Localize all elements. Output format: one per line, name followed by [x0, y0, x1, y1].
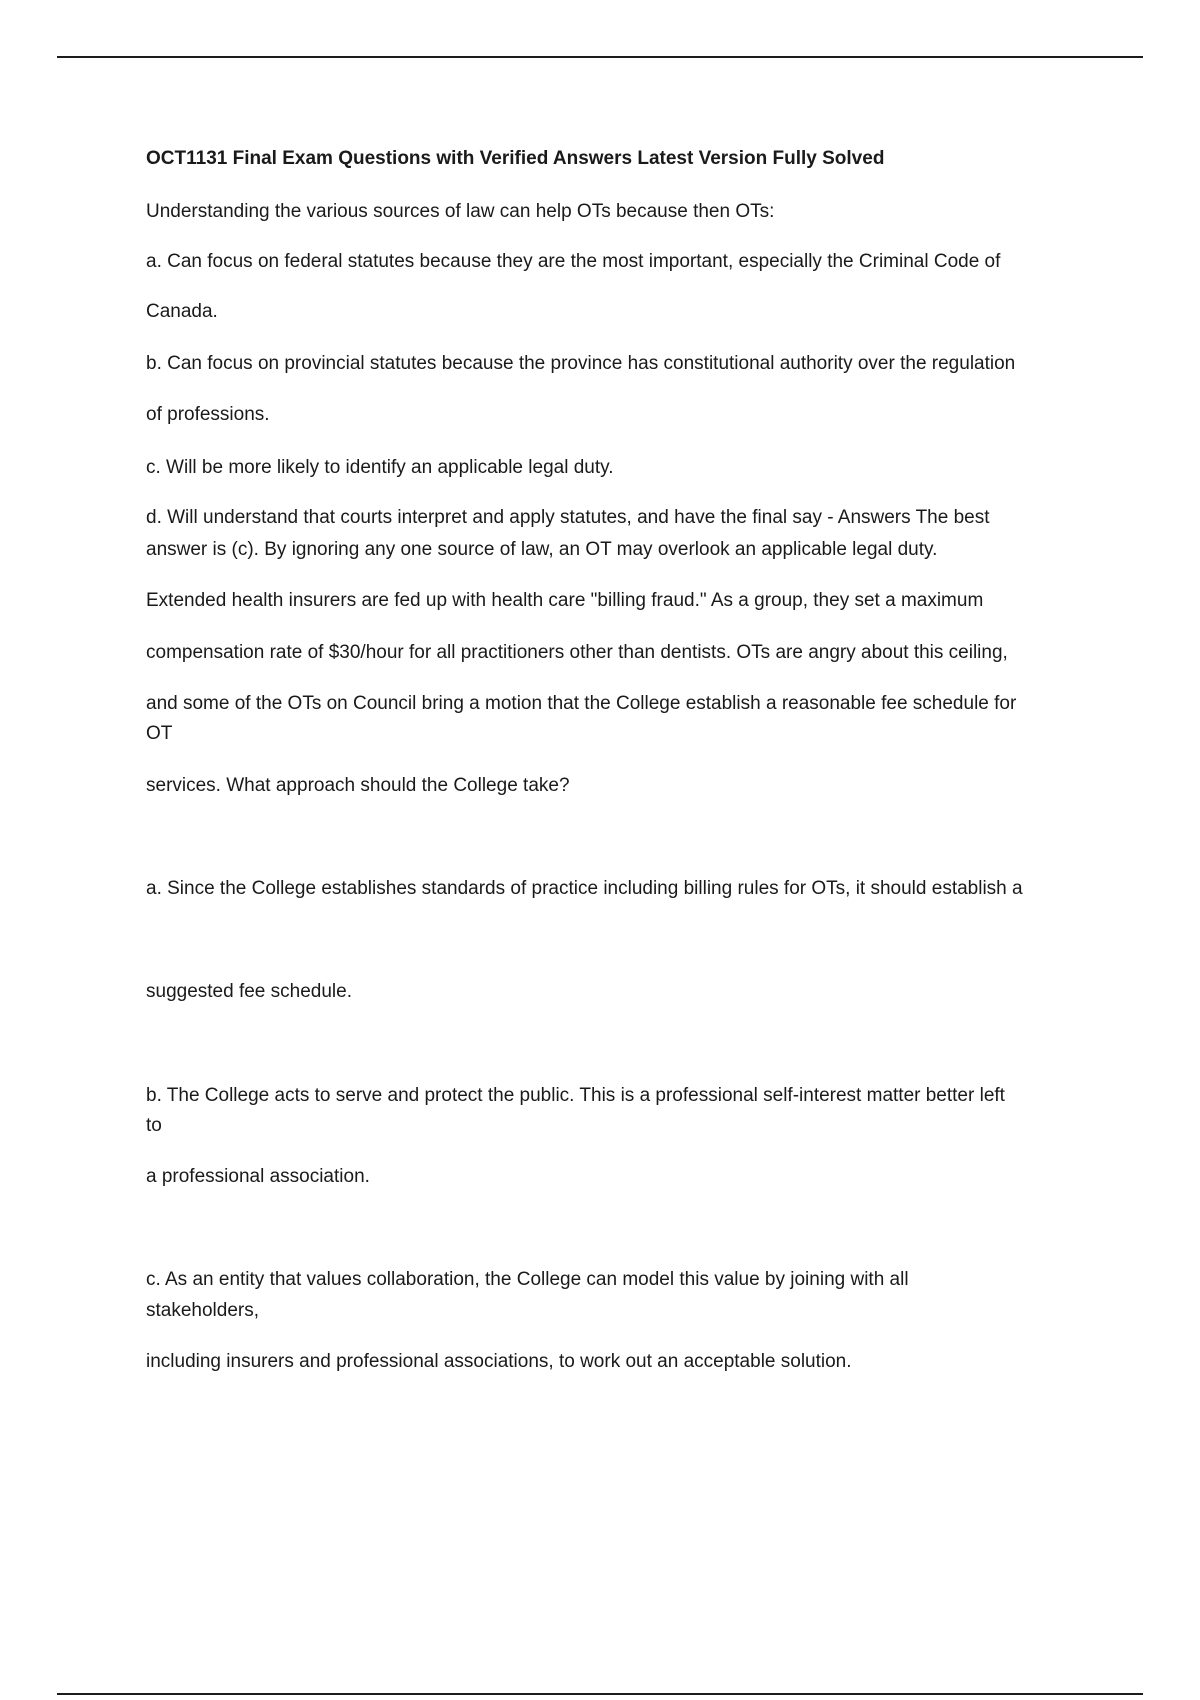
q2-option-b-line1: b. The College acts to serve and protect the public. This is a professional self-interest matter better left	[146, 1085, 1005, 1106]
q1-option-a-line2: Canada.	[146, 301, 218, 322]
q1-option-c: c. Will be more likely to identify an applicable legal duty.	[146, 457, 614, 478]
q2-stem-line1: Extended health insurers are fed up with health care "billing fraud." As a group, they set a maximum	[146, 590, 984, 611]
footer-rule	[57, 1693, 1143, 1695]
q2-stem-line2: compensation rate of $30/hour for all practitioners other than dentists. OTs are angry about this ceiling,	[146, 642, 1008, 663]
q2-option-b-line2: to	[146, 1115, 162, 1136]
q2-option-c-line3: including insurers and professional associations, to work out an acceptable solution.	[146, 1351, 852, 1372]
q1-option-b-line1: b. Can focus on provincial statutes because the province has constitutional authority over the regulation	[146, 353, 1016, 374]
q1-option-d-line1: d. Will understand that courts interpret and apply statutes, and have the final say - Answers The best	[146, 507, 990, 528]
q2-option-c-line1: c. As an entity that values collaboration, the College can model this value by joining with all	[146, 1269, 909, 1290]
q1-option-b-line2: of professions.	[146, 404, 270, 425]
header-rule	[57, 56, 1143, 58]
q2-option-b-line3: a professional association.	[146, 1166, 370, 1187]
q2-stem-line5: services. What approach should the College take?	[146, 775, 570, 796]
q1-option-a-line1: a. Can focus on federal statutes because they are the most important, especially the Criminal Code of	[146, 251, 1001, 272]
q1-answer-line: answer is (c). By ignoring any one source of law, an OT may overlook an applicable legal duty.	[146, 539, 938, 560]
q2-option-a-line1: a. Since the College establishes standards of practice including billing rules for OTs, it should establish a	[146, 878, 1023, 899]
q2-stem-line3: and some of the OTs on Council bring a motion that the College establish a reasonable fee schedule for	[146, 693, 1017, 714]
document-title: OCT1131 Final Exam Questions with Verified Answers Latest Version Fully Solved	[146, 148, 885, 169]
q1-stem: Understanding the various sources of law can help OTs because then OTs:	[146, 201, 775, 222]
q2-option-c-line2: stakeholders,	[146, 1300, 260, 1321]
q2-option-a-line2: suggested fee schedule.	[146, 981, 352, 1002]
q2-stem-line4: OT	[146, 723, 173, 744]
